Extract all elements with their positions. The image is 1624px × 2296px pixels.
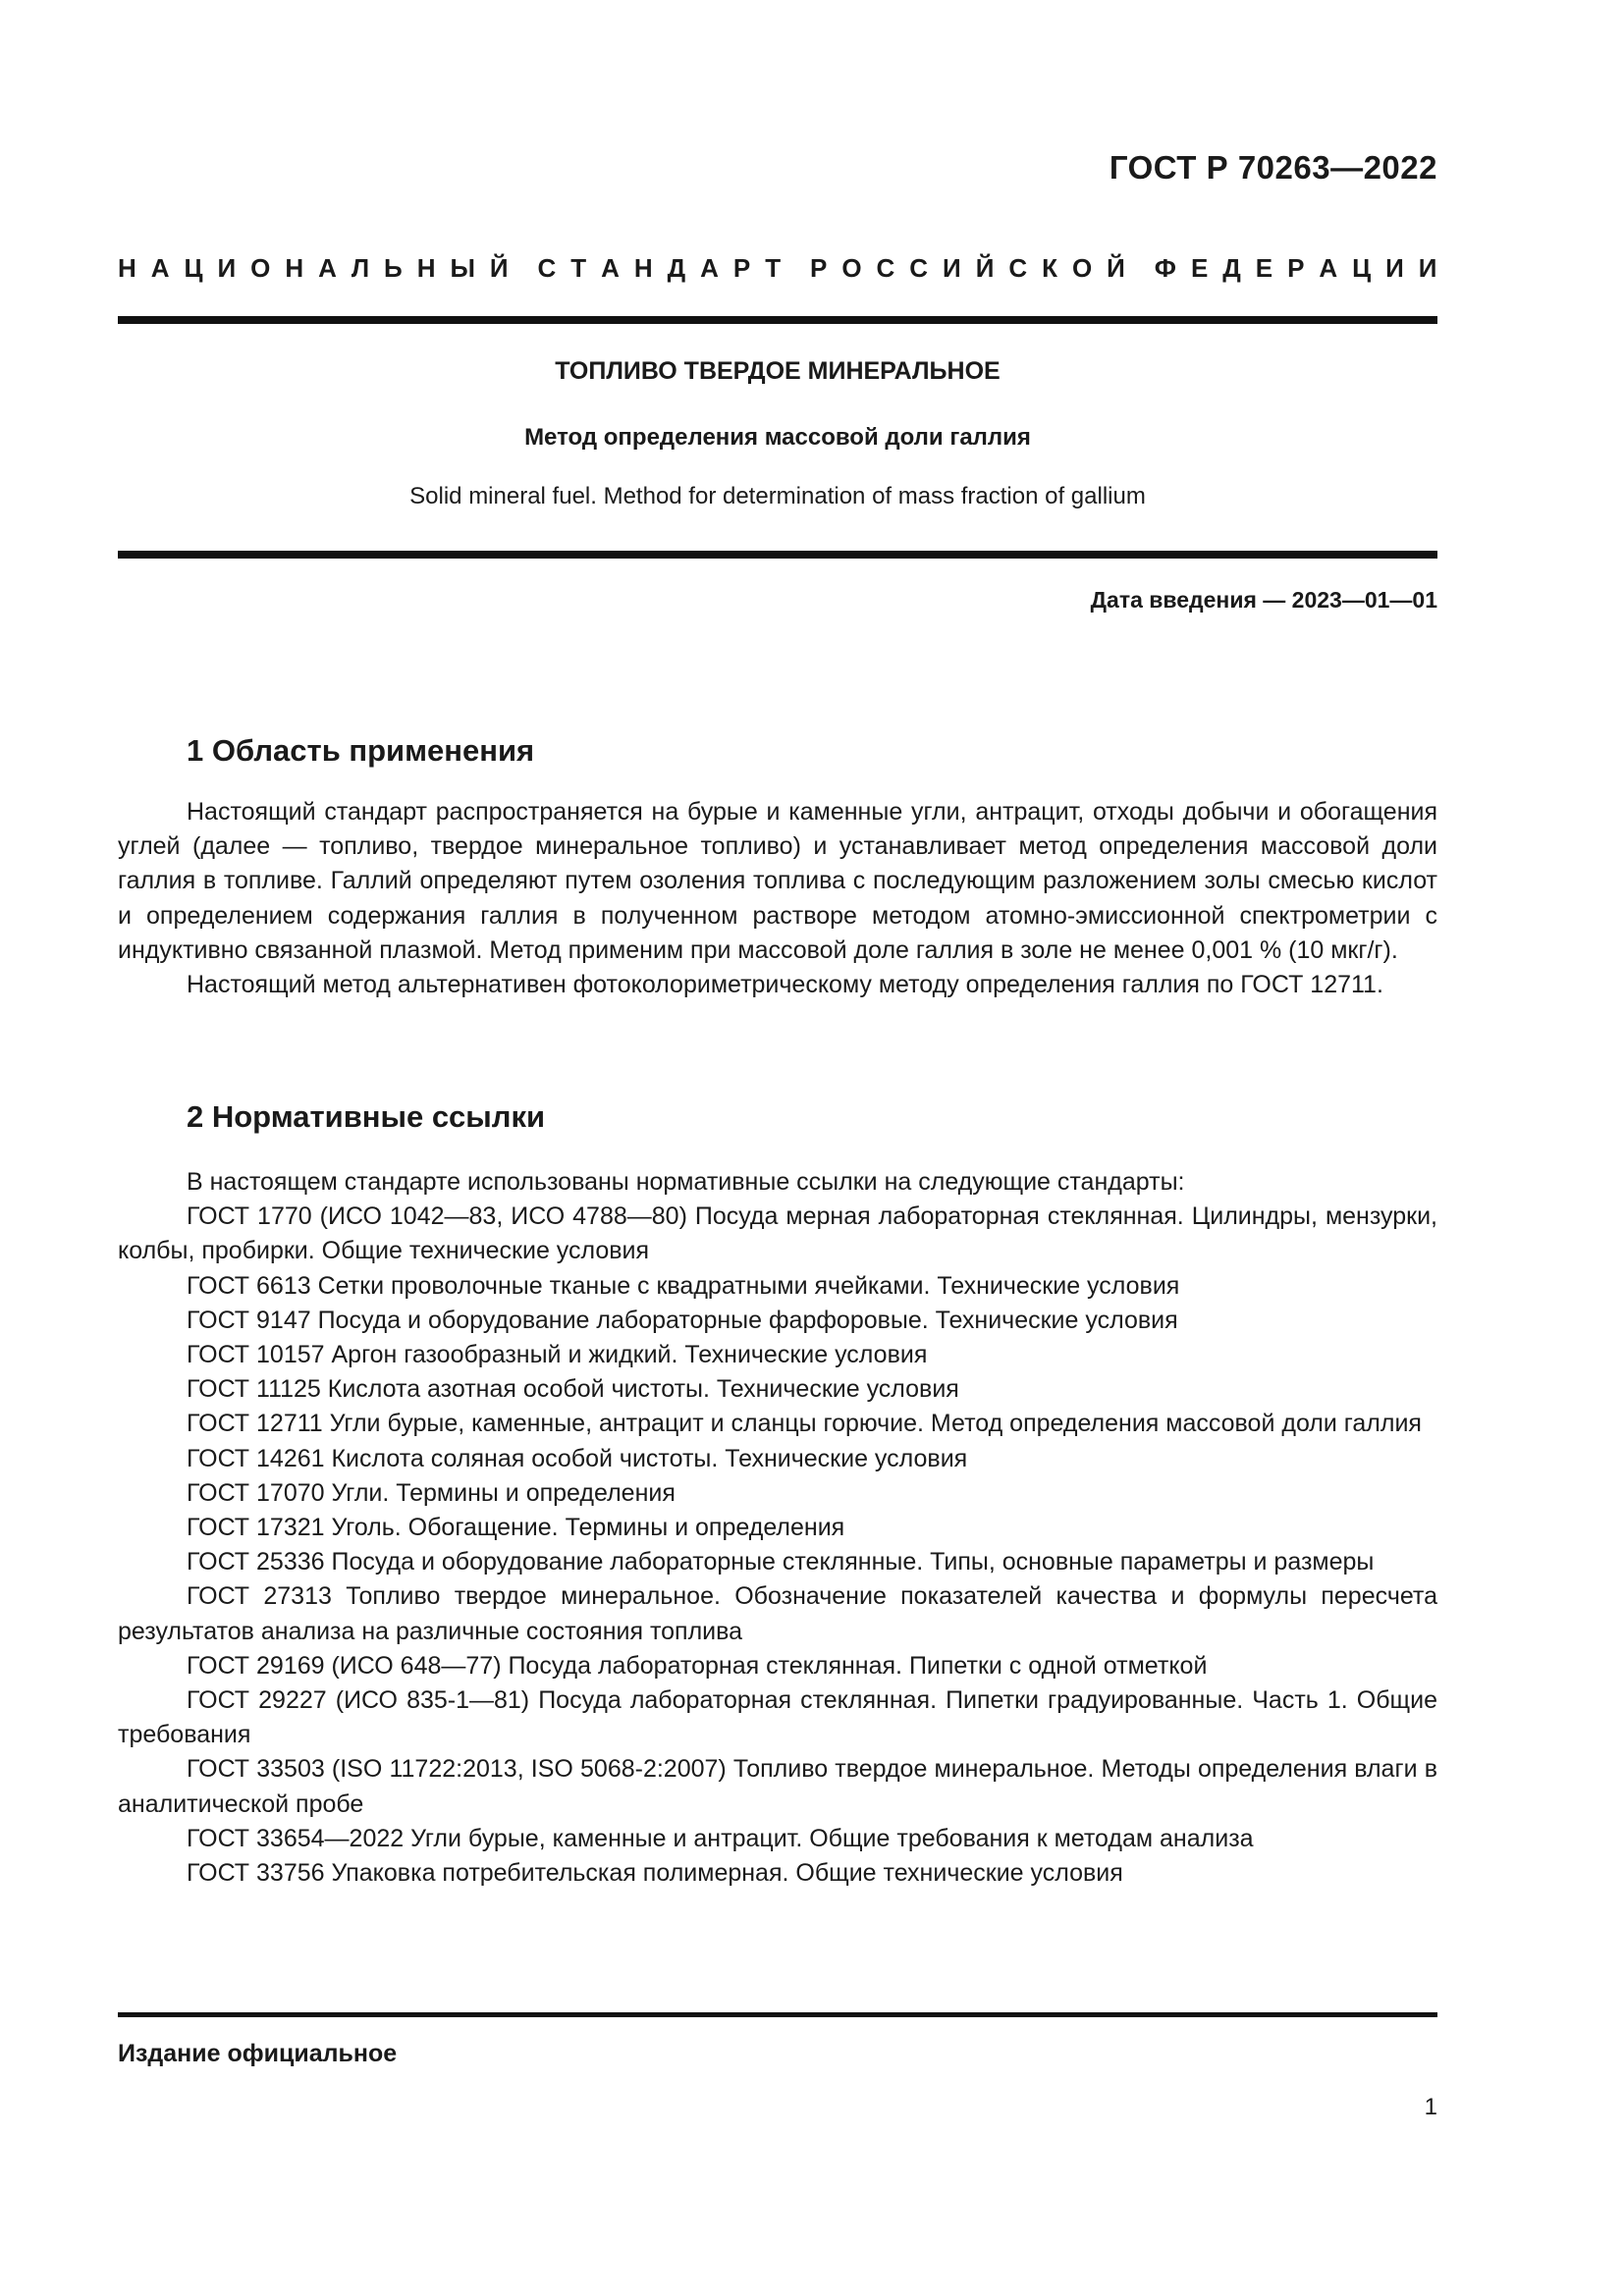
banner-letter: Е	[1255, 253, 1273, 283]
reference-item: ГОСТ 1770 (ИСО 1042—83, ИСО 4788—80) Посуда мерная лабораторная стеклянная. Цилиндры, мензурки, колбы, пробирки. Общие технические условия	[118, 1202, 1437, 1265]
banner-letter: С	[1008, 253, 1028, 283]
banner-letter: О	[841, 253, 862, 283]
banner-letter: К	[1042, 253, 1057, 283]
reference-item: ГОСТ 17321 Уголь. Обогащение. Термины и определения	[187, 1514, 845, 1542]
banner-letter: О	[1071, 253, 1093, 283]
footer-rule	[118, 2012, 1437, 2017]
banner-letter: С	[876, 253, 895, 283]
reference-item: ГОСТ 33654—2022 Угли бурые, каменные и антрацит. Общие требования к методам анализа	[187, 1824, 1254, 1852]
banner-letter: С	[909, 253, 929, 283]
banner-letter: О	[250, 253, 271, 283]
section-1-heading: 1 Область применения	[187, 733, 535, 768]
banner-letter: А	[318, 253, 337, 283]
reference-item: ГОСТ 29227 (ИСО 835-1—81) Посуда лабораторная стеклянная. Пипетки градуированные. Часть 1. Общие требования	[118, 1686, 1437, 1749]
banner-letter: Д	[667, 253, 686, 283]
reference-item: ГОСТ 10157 Аргон газообразный и жидкий. Технические условия	[187, 1341, 928, 1369]
banner-letter: Ф	[1154, 253, 1176, 283]
page-number: 1	[1424, 2094, 1437, 2120]
reference-item: ГОСТ 12711 Угли бурые, каменные, антрацит и сланцы горючие. Метод определения массовой доли галлия	[187, 1410, 1422, 1438]
reference-item: ГОСТ 33503 (ISO 11722:2013, ISO 5068-2:2007) Топливо твердое минеральное. Методы определения влаги в аналитической пробе	[118, 1755, 1437, 1818]
banner-letter: Ь	[384, 253, 403, 283]
paragraph: Настоящий метод альтернативен фотоколориметрическому методу определения галлия по ГОСТ 12711.	[187, 971, 1383, 999]
reference-item: ГОСТ 9147 Посуда и оборудование лабораторные фарфоровые. Технические условия	[187, 1306, 1178, 1334]
banner-letter: Ы	[450, 253, 475, 283]
banner-letter: А	[1319, 253, 1338, 283]
banner-letter: Й	[975, 253, 995, 283]
banner-letter: Т	[765, 253, 782, 283]
banner-letter: Д	[1222, 253, 1241, 283]
reference-item: ГОСТ 27313 Топливо твердое минеральное. Обозначение показателей качества и формулы пересчета результатов анализа на различные состояния топлива	[118, 1582, 1437, 1645]
title-bottom-rule	[118, 551, 1437, 559]
paragraph: В настоящем стандарте использованы нормативные ссылки на следующие стандарты:	[187, 1168, 1185, 1196]
banner-letter: Й	[1107, 253, 1125, 283]
banner-letter: Ц	[184, 253, 203, 283]
document-title: ТОПЛИВО ТВЕРДОЕ МИНЕРАЛЬНОЕ	[555, 357, 1001, 385]
document-subtitle: Метод определения массовой доли галлия	[524, 424, 1031, 451]
banner-letter: Ц	[1352, 253, 1372, 283]
reference-item: ГОСТ 33756 Упаковка потребительская полимерная. Общие технические условия	[187, 1859, 1123, 1888]
banner-letter: Й	[489, 253, 509, 283]
banner-letter: И	[217, 253, 237, 283]
banner-letter: И	[943, 253, 961, 283]
banner-letter: Т	[570, 253, 587, 283]
banner-letter: Н	[285, 253, 304, 283]
reference-item: ГОСТ 29169 (ИСО 648—77) Посуда лабораторная стеклянная. Пипетки с одной отметкой	[187, 1651, 1208, 1680]
top-rule	[118, 316, 1437, 324]
english-title: Solid mineral fuel. Method for determination of mass fraction of gallium	[409, 483, 1146, 509]
paragraph: Настоящий стандарт распространяется на бурые и каменные угли, антрацит, отходы добычи и обогащения углей (далее — топливо, твердое минеральное топливо) и устанавливает метод определения массовой доли галлия в топливе. Галлий определяют путем озоления топлива с последующим разложением золы смесью кислот и определением содержания галлия в полученном растворе методом атомно-эмиссионной спектрометрии с индуктивно связанной плазмой. Метод применим при массовой доле галлия в золе не менее 0,001 % (10 мкг/г).	[118, 798, 1437, 964]
official-edition-label: Издание официальное	[118, 2040, 398, 2067]
reference-item: ГОСТ 25336 Посуда и оборудование лабораторные стеклянные. Типы, основные параметры и размеры	[187, 1548, 1375, 1576]
introduction-date: Дата введения — 2023—01—01	[1090, 587, 1437, 613]
banner-letter: Н	[633, 253, 653, 283]
banner-letter: Р	[732, 253, 751, 283]
reference-item: ГОСТ 17070 Угли. Термины и определения	[187, 1478, 676, 1507]
banner-letter: Р	[1287, 253, 1305, 283]
banner-letter: А	[700, 253, 719, 283]
section-2-heading: 2 Нормативные ссылки	[187, 1099, 546, 1134]
banner-letter: А	[601, 253, 620, 283]
standard-number: ГОСТ Р 70263—2022	[1109, 149, 1437, 186]
reference-item: ГОСТ 11125 Кислота азотная особой чистоты. Технические условия	[187, 1375, 959, 1404]
banner-letter: С	[537, 253, 557, 283]
banner-letter: Р	[810, 253, 828, 283]
banner-letter: И	[1418, 253, 1437, 283]
reference-item: ГОСТ 14261 Кислота соляная особой чистоты. Технические условия	[187, 1444, 968, 1472]
banner-letter: Е	[1190, 253, 1209, 283]
banner-letter: А	[150, 253, 170, 283]
banner-letter: Н	[118, 253, 136, 283]
national-standard-banner	[118, 253, 1437, 284]
banner-letter: Л	[351, 253, 370, 283]
section-2-body	[118, 1165, 1437, 1891]
reference-item: ГОСТ 6613 Сетки проволочные тканые с квадратными ячейками. Технические условия	[187, 1271, 1180, 1300]
banner-letter: Н	[416, 253, 436, 283]
section-1-body	[118, 795, 1437, 1002]
banner-letter: И	[1385, 253, 1404, 283]
